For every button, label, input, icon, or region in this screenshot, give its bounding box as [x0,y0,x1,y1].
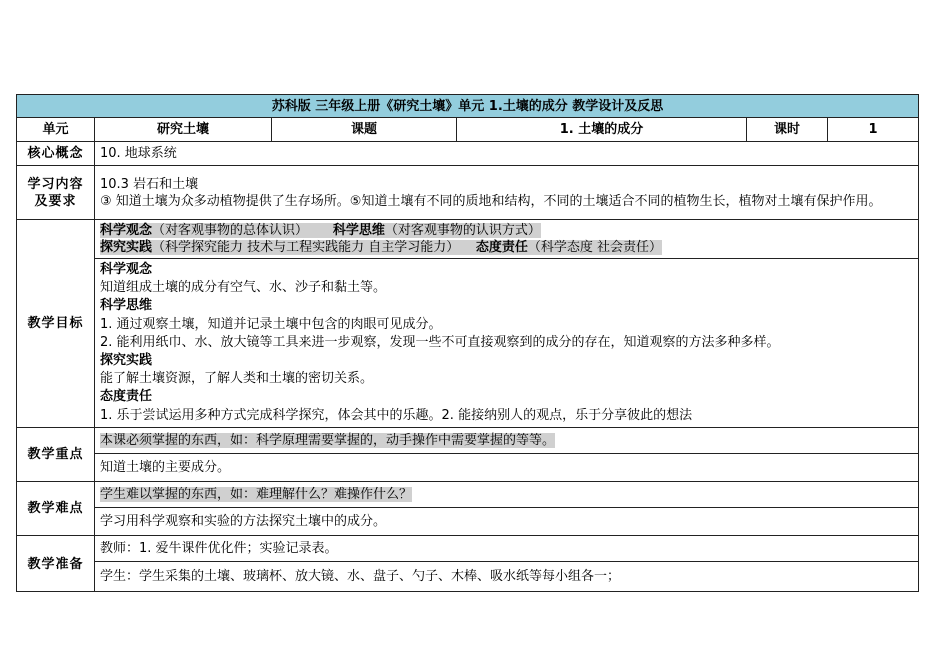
key-points-hint-cell [95,427,919,453]
difficult-points-value-row [17,507,919,535]
lesson-plan-table [16,94,919,592]
difficult-points-hint-cell [95,481,919,507]
goal-concept-text: 知道组成土壤的成分有空气、水、沙子和黏土等。 [100,280,387,296]
dimension-attitude-desc: （科学态度 社会责任） [527,240,662,255]
goal-practice-title: 探究实践 [100,353,153,369]
difficult-points-label: 教学难点 [17,481,95,535]
learning-content-row [17,166,919,220]
difficult-points-hint-row [17,481,919,507]
key-points-value: 知道土壤的主要成分。 [95,453,919,481]
difficult-points-value: 学习用科学观察和实验的方法探究土壤中的成分。 [95,507,919,535]
topic-label: 课题 [272,118,457,142]
goal-thinking-title: 科学思维 [100,298,153,314]
dimension-practice-title: 探究实践 [100,240,153,255]
title-row [17,95,919,118]
unit-label: 单元 [17,118,95,142]
period-label: 课时 [747,118,828,142]
goals-header-row [17,220,919,259]
learning-content-label [17,166,95,220]
core-concept-value: 10. 地球系统 [95,142,919,166]
period-value: 1 [828,118,919,142]
dimension-thinking-title: 科学思维 [332,223,385,238]
goal-attitude-text: 1. 乐于尝试运用多种方式完成科学探究，体会其中的乐趣。2. 能接纳别人的观点，乐于分享彼此的想法 [100,407,693,423]
dimension-practice-desc: （科学探究能力 技术与工程实践能力 自主学习能力） [152,240,460,255]
goals-body [95,259,919,428]
header-row [17,118,919,142]
difficult-points-hint: 学生难以掌握的东西，如：难理解什么？难操作什么？ [100,486,413,502]
key-points-hint-row [17,427,919,453]
goals-dimensions [95,220,919,259]
goal-thinking-item-1: 1. 通过观察土壤，知道并记录土壤中包含的肉眼可见成分。 [100,316,442,332]
goal-concept-title: 科学观念 [100,262,153,277]
learning-content-label-line1: 学习内容 [27,176,84,192]
goal-practice-text: 能了解土壤资源，了解人类和土壤的密切关系。 [100,371,374,387]
dimension-concept-desc: （对客观事物的总体认识） [152,223,309,238]
dimension-attitude-title: 态度责任 [475,240,528,255]
core-concept-label: 核心概念 [17,142,95,166]
learning-content-line1: 10.3 岩石和土壤 [100,176,199,192]
preparation-label: 教学准备 [17,535,95,591]
unit-value: 研究土壤 [95,118,272,142]
goal-thinking-item-2: 2. 能利用纸巾、水、放大镜等工具来进一步观察，发现一些不可直接观察到的成分的存在，知道观察的方法多种多样。 [100,334,780,350]
learning-content-value [95,166,919,220]
goal-attitude-title: 态度责任 [100,389,153,405]
preparation-student: 学生：学生采集的土壤、玻璃杯、放大镜、水、盘子、勺子、木棒、吸水纸等每小组各一； [95,561,919,591]
learning-content-label-line2: 及要求 [34,193,77,209]
key-points-hint: 本课必须掌握的东西，如：科学原理需要掌握的，动手操作中需要掌握的等等。 [100,432,556,448]
core-concept-row [17,142,919,166]
preparation-teacher-row [17,535,919,561]
preparation-student-row [17,561,919,591]
goals-body-row [17,259,919,428]
dimension-concept-title: 科学观念 [100,223,153,238]
teaching-goals-label: 教学目标 [17,220,95,428]
preparation-teacher: 教师：1. 爱牛课件优化件；实验记录表。 [95,535,919,561]
key-points-label: 教学重点 [17,427,95,481]
learning-content-line2: ③ 知道土壤为众多动植物提供了生存场所。⑤知道土壤有不同的质地和结构，不同的土壤适合不同的植物生长，植物对土壤有保护作用。 [100,193,882,209]
document-title: 苏科版 三年级上册《研究土壤》单元 1.土壤的成分 教学设计及反思 [17,95,919,118]
topic-value: 1. 土壤的成分 [457,118,747,142]
dimension-thinking-desc: （对客观事物的认识方式） [384,223,541,238]
key-points-value-row [17,453,919,481]
